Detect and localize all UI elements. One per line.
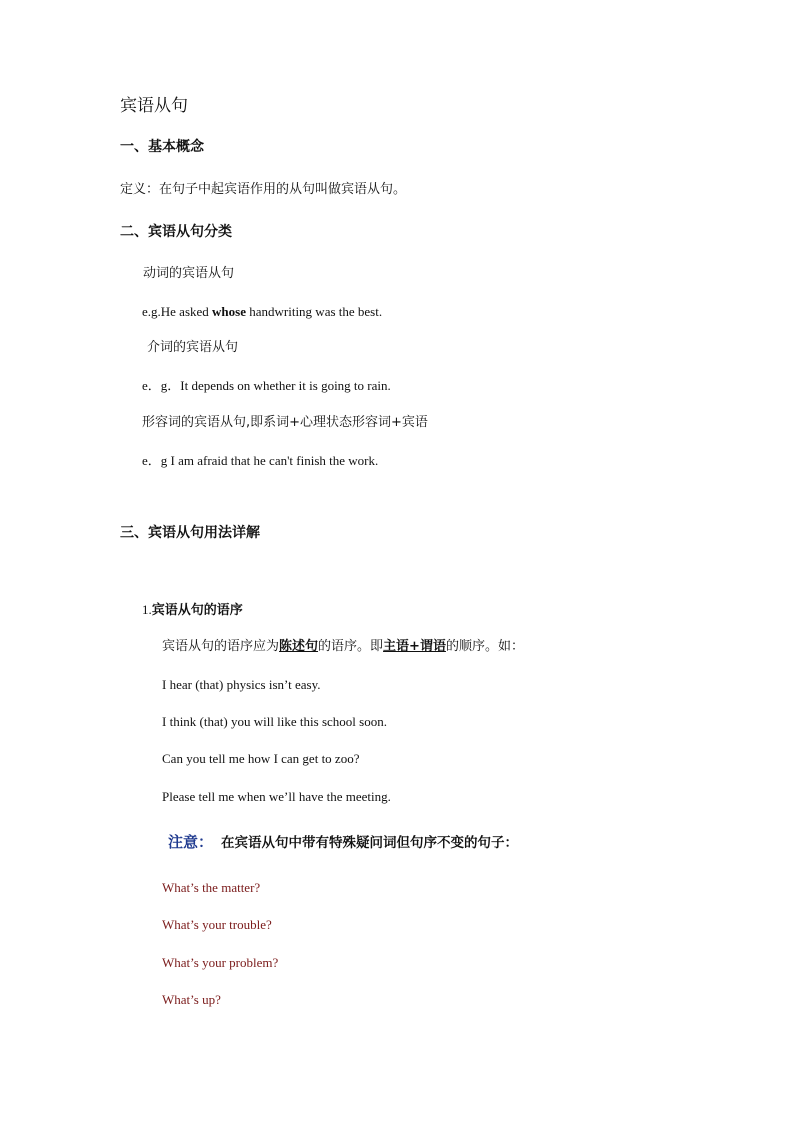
example-sentence: I think (that) you will like this school soon. [162,714,387,729]
note-line [168,833,518,851]
note-example: What’s up? [162,992,221,1007]
subsection-title: 宾语从句的语序 [151,603,243,618]
verb-clause-label: 动词的宾语从句 [143,266,235,281]
example-text: e.g.He asked [142,304,213,319]
section-3-heading: 三、宾语从句用法详解 [120,525,260,541]
example-sentence: I hear (that) physics isn’t easy. [162,677,321,692]
rule-keyword: 陈述句 [279,639,319,654]
note-example: What’s the matter? [162,880,261,895]
page-title: 宾语从句 [120,96,188,116]
example-text: handwriting was the best. [245,304,383,319]
section-1-heading: 一、基本概念 [120,139,204,155]
rule-text: 的语序。即 [318,639,384,654]
subsection-number: 1. [142,602,152,617]
word-order-rule [162,639,524,655]
adj-clause-label: 形容词的宾语从句,即系词+心理状态形容词+宾语 [142,415,428,430]
section-2-heading: 二、宾语从句分类 [120,224,232,240]
subsection-1-heading [142,602,243,619]
example-sentence: Please tell me when we’ll have the meeting. [162,789,391,804]
note-example: What’s your trouble? [162,917,272,932]
note-text: 在宾语从句中带有特殊疑问词但句序不变的句子： [221,835,519,851]
prep-clause-label: 介词的宾语从句 [147,340,239,355]
note-label: 注意： [168,833,214,851]
emphasis-word: whose [212,304,246,319]
example-sentence: Can you tell me how I can get to zoo? [162,751,360,766]
prep-clause-example: e．g．It depends on whether it is going to rain. [142,378,391,393]
verb-clause-example [142,304,382,320]
definition-text: 定义：在句子中起宾语作用的从句叫做宾语从句。 [120,182,407,197]
adj-clause-example: e．g I am afraid that he can't finish the work. [142,453,379,468]
note-example: What’s your problem? [162,955,279,970]
rule-text: 宾语从句的语序应为 [162,639,280,654]
rule-keyword: 主语+谓语 [383,639,446,654]
rule-text: 的顺序。如： [445,639,524,654]
